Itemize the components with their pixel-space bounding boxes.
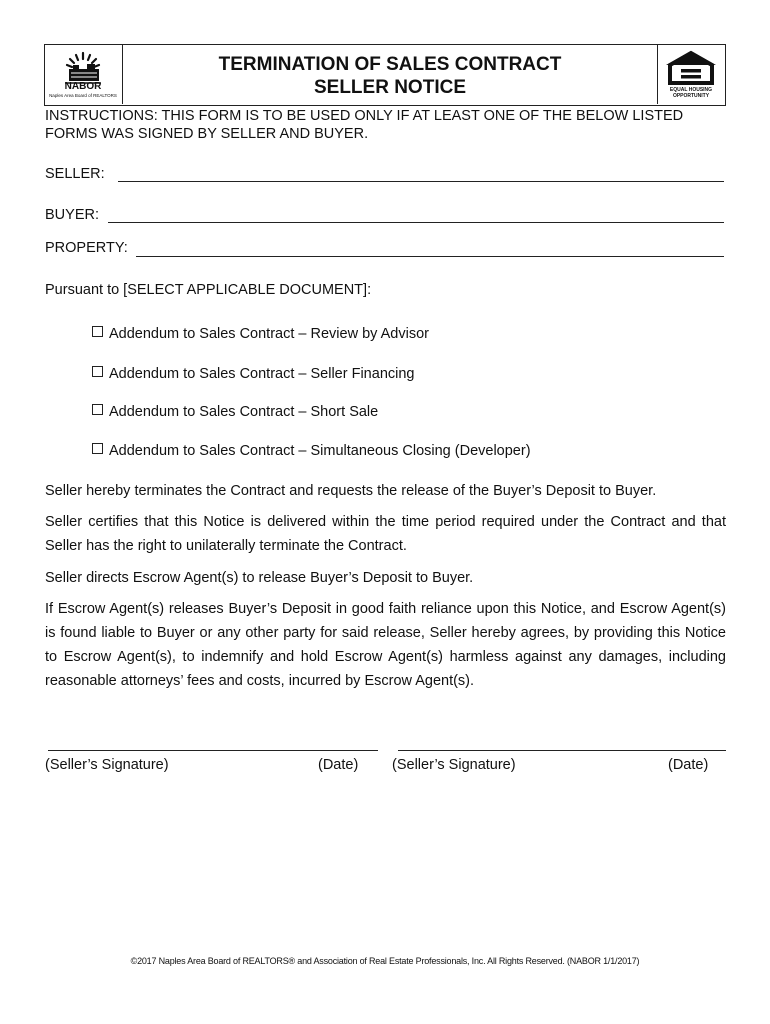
paragraph-escrow-direct: Seller directs Escrow Agent(s) to release Buyer’s Deposit to Buyer.	[45, 570, 474, 586]
checkbox[interactable]	[92, 326, 103, 337]
eho-line-1: EQUAL HOUSING	[669, 87, 713, 93]
option-label: Addendum to Sales Contract – Simultaneous Closing (Developer)	[109, 443, 531, 459]
form-header	[44, 44, 726, 106]
property-field[interactable]	[136, 256, 724, 257]
checkbox[interactable]	[92, 443, 103, 454]
date-label-right: (Date)	[668, 757, 709, 773]
eho-text	[658, 87, 724, 99]
option-short-sale[interactable]	[92, 404, 378, 420]
equal-housing-logo	[657, 45, 725, 104]
buyer-field[interactable]	[108, 222, 724, 223]
copyright-footer: ©2017 Naples Area Board of REALTORS® and Association of Real Estate Professionals, Inc. All Rights Reserved. (NABOR 1/1/2017)	[130, 956, 640, 966]
instructions-line-1: INSTRUCTIONS: THIS FORM IS TO BE USED ONLY IF AT LEAST ONE OF THE BELOW LISTED	[45, 108, 684, 124]
checkbox[interactable]	[92, 366, 103, 377]
title-line-2: SELLER NOTICE	[313, 77, 466, 98]
logo-tagline: Naples Area Board of REALTORS	[49, 93, 117, 98]
paragraph-certify: Seller certifies that this Notice is delivered within the time period required under the Contract and that Seller has the right to unilaterally terminate the Contract.	[45, 514, 726, 554]
date-label-left: (Date)	[318, 757, 359, 773]
page-title	[123, 53, 657, 99]
property-label: PROPERTY:	[45, 240, 128, 256]
eho-line-2: OPPORTUNITY	[672, 93, 710, 99]
instructions-line-2: FORMS WAS SIGNED BY SELLER AND BUYER.	[45, 126, 369, 142]
option-review-by-advisor[interactable]	[92, 326, 429, 342]
option-label: Addendum to Sales Contract – Short Sale	[109, 404, 379, 420]
signature-label-right: (Seller’s Signature)	[392, 757, 516, 773]
seller-label: SELLER:	[45, 166, 105, 182]
nabor-logo	[45, 45, 123, 104]
checkbox[interactable]	[92, 404, 103, 415]
pursuant-text: Pursuant to [SELECT APPLICABLE DOCUMENT]:	[45, 282, 372, 298]
seller-field[interactable]	[118, 181, 724, 182]
option-seller-financing[interactable]	[92, 366, 414, 382]
instructions	[45, 107, 735, 143]
option-label: Addendum to Sales Contract – Seller Financing	[109, 366, 415, 382]
signature-label-left: (Seller’s Signature)	[45, 757, 169, 773]
paragraph-indemnify: If Escrow Agent(s) releases Buyer’s Deposit in good faith reliance upon this Notice, and Escrow Agent(s) is found liable to Buyer or any other party for said release, Seller hereby agrees, by providing this Notice to Escrow Agent(s), to indemnify and hold Escrow Agent(s) harmless against any damages, including reasonable attorneys’ fees and costs, incurred by Escrow Agent(s).	[45, 601, 726, 689]
paragraph-terminate: Seller hereby terminates the Contract and requests the release of the Buyer’s Deposit to Buyer.	[45, 483, 657, 499]
title-line-1: TERMINATION OF SALES CONTRACT	[218, 54, 562, 75]
option-label: Addendum to Sales Contract – Review by Advisor	[109, 326, 429, 342]
buyer-label: BUYER:	[45, 207, 99, 223]
option-simultaneous-closing[interactable]	[92, 443, 531, 459]
seller-signature-line-left[interactable]	[48, 750, 378, 751]
logo-text: NABOR	[64, 81, 102, 92]
seller-signature-line-right[interactable]	[398, 750, 726, 751]
